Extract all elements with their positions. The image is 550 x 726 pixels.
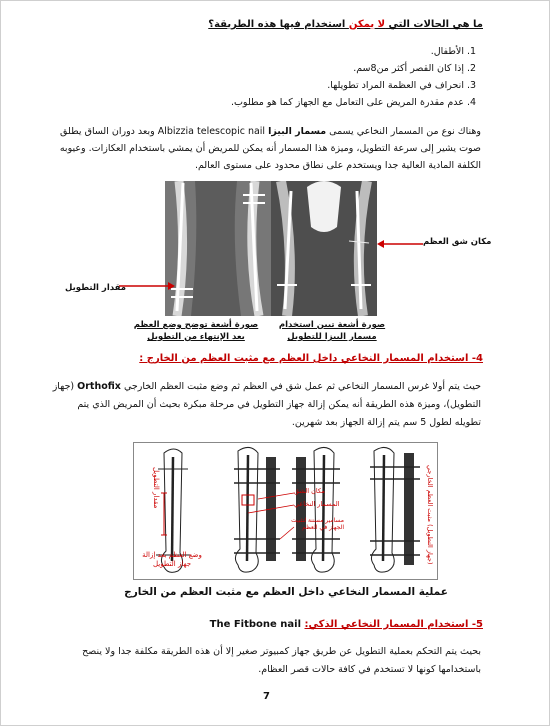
lengthening-arrow <box>119 281 175 291</box>
question-heading-emphasis: لا يمكن <box>348 19 386 30</box>
albizzia-term: مسمار البيزا <box>268 126 327 137</box>
list-item: 2. إذا كان القصر أكثر من8سم. <box>353 63 477 74</box>
section-5-heading <box>43 619 483 630</box>
contraindication-list <box>181 43 481 111</box>
bone-with-fixator-figure-4 <box>370 447 420 572</box>
lengthening-diagram <box>133 442 438 580</box>
list-item: 4. عدم مقدرة المريض على التعامل مع الجهاز كما هو مطلوب. <box>230 97 477 108</box>
bone-cut-label: مكان شق العظم <box>423 237 492 247</box>
page-number: 7 <box>263 691 270 702</box>
list-item: 3. انحراف في العظمة المراد تطويلها. <box>327 80 477 91</box>
diagram-amount-label: مقدار التطويل <box>152 467 160 509</box>
albizzia-paragraph: وهناك نوع من المسمار النخاعي يسمى مسمار البيزا Albizzia telescopic nail وبعد دوران الساق يطلق صوت يشير إلى سرعة التطويل، وميزة هذا المسمار أنه يمكن للمريض أن يمشي باستخدام العكازات. وعيوبه الكلفة المادية العالية جدا ويستخدم على نطاق محدود على مستوى العالم. <box>59 126 481 171</box>
section-4-heading: 4- استخدام المسمار النخاعي داخل العظم مع مثبت العظم من الخارج : <box>139 353 483 364</box>
diagram-nail-label: المسمار النخاعي <box>294 500 340 508</box>
diagram-fixator-label: (جهاز التطويل) مثبت العظم الخارجي <box>426 465 434 565</box>
list-item: 1. الأطفال. <box>430 46 477 57</box>
question-heading <box>43 19 483 30</box>
diagram-screws-label: مسامير مسننة لتثبيت الجهاز في العظم <box>291 517 344 531</box>
fitbone-paragraph: بحيث يتم التحكم بعملية التطويل عن طريق جهاز كمبيوتر صغير إلا أن هذه الطريقة مكلفة جدا ولا ينصح باستخدامها كونها لا تستخدم في كافة حالات قصر العظام. <box>82 646 481 675</box>
section-5-english: The Fitbone nail <box>209 619 302 630</box>
diagram-caption: عملية المسمار النخاعي داخل العظم مع مثبت العظم من الخارج <box>124 586 448 598</box>
section-5-title: 5- استخدام المسمار النخاعي الذكي: <box>304 619 483 630</box>
bone-with-fixator-figure-2 <box>234 447 280 572</box>
orthofix-term: Orthofix <box>77 381 121 392</box>
xray-after-lengthening <box>165 181 271 316</box>
xray-albizzia-nail <box>271 181 377 316</box>
bone-cut-arrow <box>377 239 423 249</box>
diagram-after-removal-label: وضع العظم بعد إزالة جهاز التطويل <box>142 551 202 568</box>
diagram-osteotomy-label: مكان الشق <box>294 487 325 495</box>
question-heading-part1: ما هي الحالات التي <box>385 19 483 30</box>
lengthening-amount-label: مقدار التطويل <box>65 283 127 293</box>
question-heading-part3: استخدام فيها هذه الطريقة؟ <box>208 19 349 30</box>
caption-after-lengthening: صورة أشعة توضح وضع العظم بعد الإنتهاء من التطويل <box>133 320 259 342</box>
bone-with-fixator-figure-3 <box>292 447 340 572</box>
caption-albizzia: صورة أشعة تبين استخدام مسمار البيزا للتطويل <box>278 320 386 342</box>
orthofix-paragraph: حيث يتم أولا غرس المسمار النخاعي ثم عمل شق في العظم ثم وضع مثبت العظم الخارجي Orthofix (جهاز التطويل)، وميزة هذه الطريقة أنه يمكن إزالة جهاز التطويل في مرحلة مبكرة بحيث أن المريض الذي يتم تطويله لطول 5 سم يتم إزالة الجهاز بعد شهرين. <box>52 381 481 428</box>
